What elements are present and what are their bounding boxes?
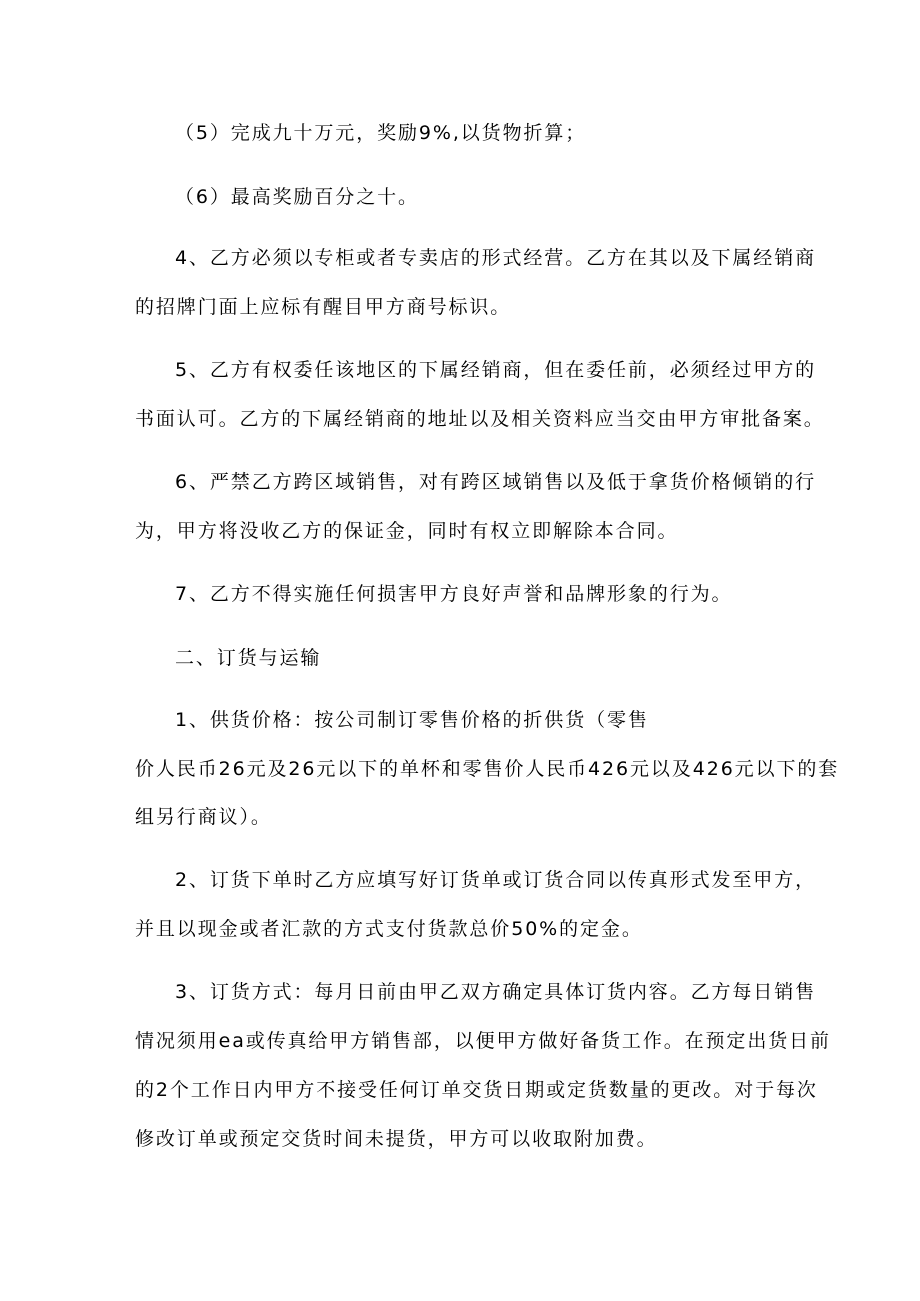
ordering-2-line-2: 并且以现金或者汇款的方式支付货款总价50%的定金。 (135, 918, 643, 940)
ordering-1-line-3: 组另行商议）。 (135, 806, 272, 828)
paragraph-5-line-1: 5、乙方有权委任该地区的下属经销商，但在委任前，必须经过甲方的 (175, 359, 816, 381)
ordering-1-line-1: 1、供货价格：按公司制订零售价格的折供货（零售 (175, 709, 649, 731)
clause-5-reward-line: （5）完成九十万元，奖励9%,以货物折算； (175, 122, 587, 144)
paragraph-6-line-1: 6、严禁乙方跨区域销售，对有跨区域销售以及低于拿货价格倾销的行 (175, 471, 816, 493)
ordering-3-line-2: 情况须用ea或传真给甲方销售部，以便甲方做好备货工作。在预定出货日前 (135, 1030, 831, 1052)
paragraph-6-line-2: 为，甲方将没收乙方的保证金，同时有权立即解除本合同。 (135, 520, 679, 542)
ordering-3-line-4: 修改订单或预定交货时间未提货，甲方可以收取附加费。 (135, 1128, 658, 1150)
section-heading: 二、订货与运输 (175, 647, 322, 669)
paragraph-7-line: 7、乙方不得实施任何损害甲方良好声誉和品牌形象的行为。 (175, 583, 733, 605)
paragraph-5-line-2: 书面认可。乙方的下属经销商的地址以及相关资料应当交由甲方审批备案。 (135, 408, 825, 430)
clause-6-reward-line: （6）最高奖励百分之十。 (175, 186, 419, 208)
ordering-3-line-3: 的2个工作日内甲方不接受任何订单交货日期或定货数量的更改。对于每次 (135, 1079, 818, 1101)
ordering-3-line-1: 3、订货方式：每月日前由甲乙双方确定具体订货内容。乙方每日销售 (175, 981, 816, 1003)
paragraph-4-line-1: 4、乙方必须以专柜或者专卖店的形式经营。乙方在其以及下属经销商 (175, 247, 816, 269)
paragraph-4-line-2: 的招牌门面上应标有醒目甲方商号标识。 (135, 296, 512, 318)
ordering-2-line-1: 2、订货下单时乙方应填写好订货单或订货合同以传真形式发至甲方， (175, 869, 816, 891)
ordering-1-line-2: 价人民币26元及26元以下的单杯和零售价人民币426元以及426元以下的套 (135, 758, 840, 780)
